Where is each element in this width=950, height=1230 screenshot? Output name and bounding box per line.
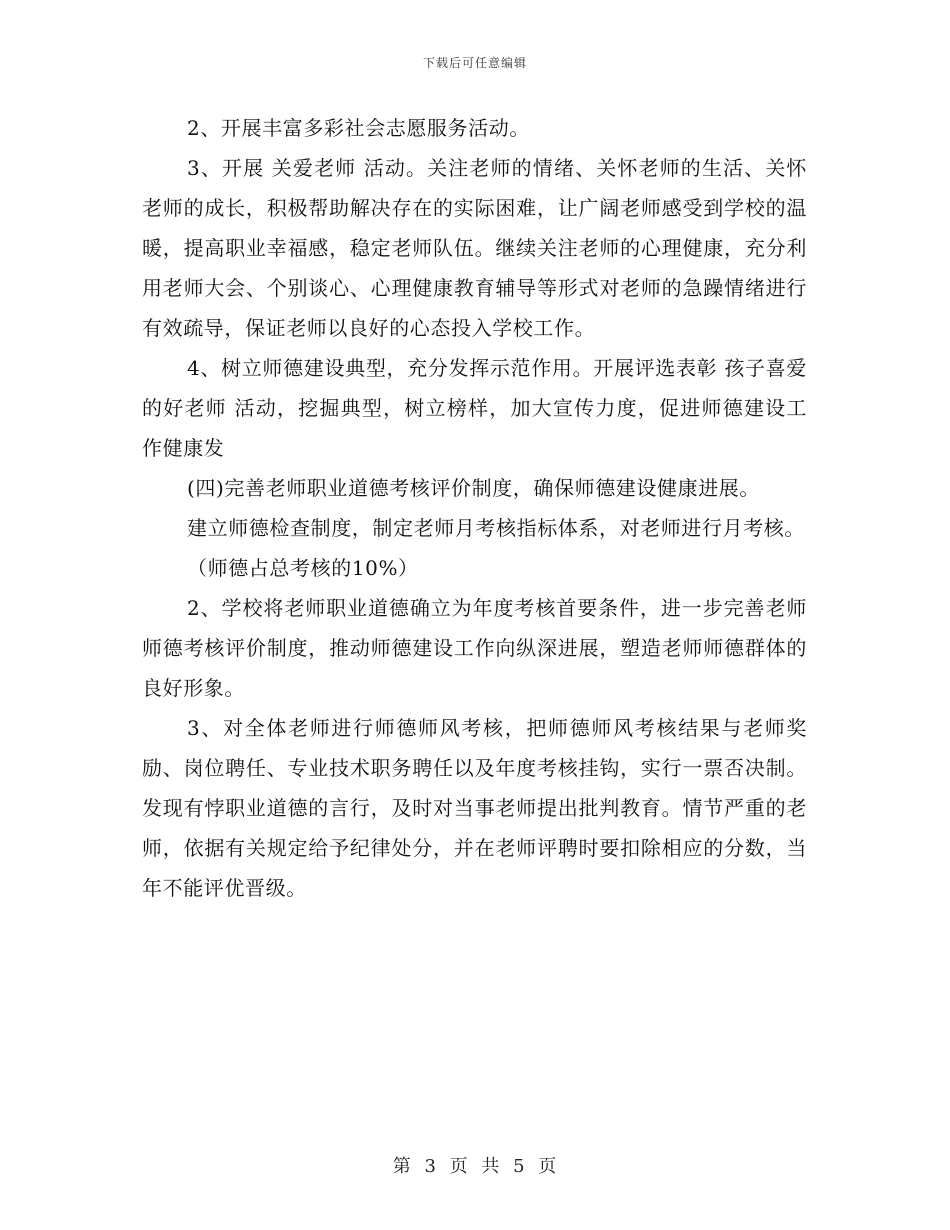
paragraph-care-for-teachers: 3、开展 关爱老师 活动。关注老师的情绪、关怀老师的生活、关怀老师的成长，积极帮助解决存在的实际困难，让广阔老师感受到学校的温暖，提高职业幸福感，稳定老师队伍。继续关注老师的心理健康，充分利用老师大会、个别谈心、心理健康教育辅导等形式对老师的急躁情绪进行有效疏导，保证老师以良好的心态投入学校工作。 xyxy=(142,156,807,340)
paragraph-weight-note: （师德占总考核的10%） xyxy=(187,556,419,580)
paragraph-model-teachers: 4、树立师德建设典型，充分发挥示范作用。开展评选表彰 孩子喜爱的好老师 活动，挖掘典型，树立榜样，加大宣传力度，促进师德建设工作健康发 xyxy=(142,356,807,460)
paragraph-inspection-system: 建立师德检查制度，制定老师月考核指标体系，对老师进行月考核。 xyxy=(187,516,805,540)
section-heading-evaluation: (四)完善老师职业道德考核评价制度，确保师德建设健康进展。 xyxy=(187,476,761,500)
paragraph-annual-assessment: 2、学校将老师职业道德确立为年度考核首要条件，进一步完善老师师德考核评价制度，推动师德建设工作向纵深进展，塑造老师师德群体的良好形象。 xyxy=(142,596,807,700)
page-number-footer: 第 3 页 共 5 页 xyxy=(392,1156,558,1177)
paragraph-volunteer-activities: 2、开展丰富多彩社会志愿服务活动。 xyxy=(187,116,530,140)
header-note: 下载后可任意编辑 xyxy=(422,56,527,70)
document-body xyxy=(142,108,807,908)
paragraph-veto-system: 3、对全体老师进行师德师风考核，把师德师风考核结果与老师奖励、岗位聘任、专业技术职务聘任以及年度考核挂钩，实行一票否决制。发现有悖职业道德的言行，及时对当事老师提出批判教育。情节严重的老师，依据有关规定给予纪律处分，并在老师评聘时要扣除相应的分数，当年不能评优晋级。 xyxy=(142,716,807,900)
